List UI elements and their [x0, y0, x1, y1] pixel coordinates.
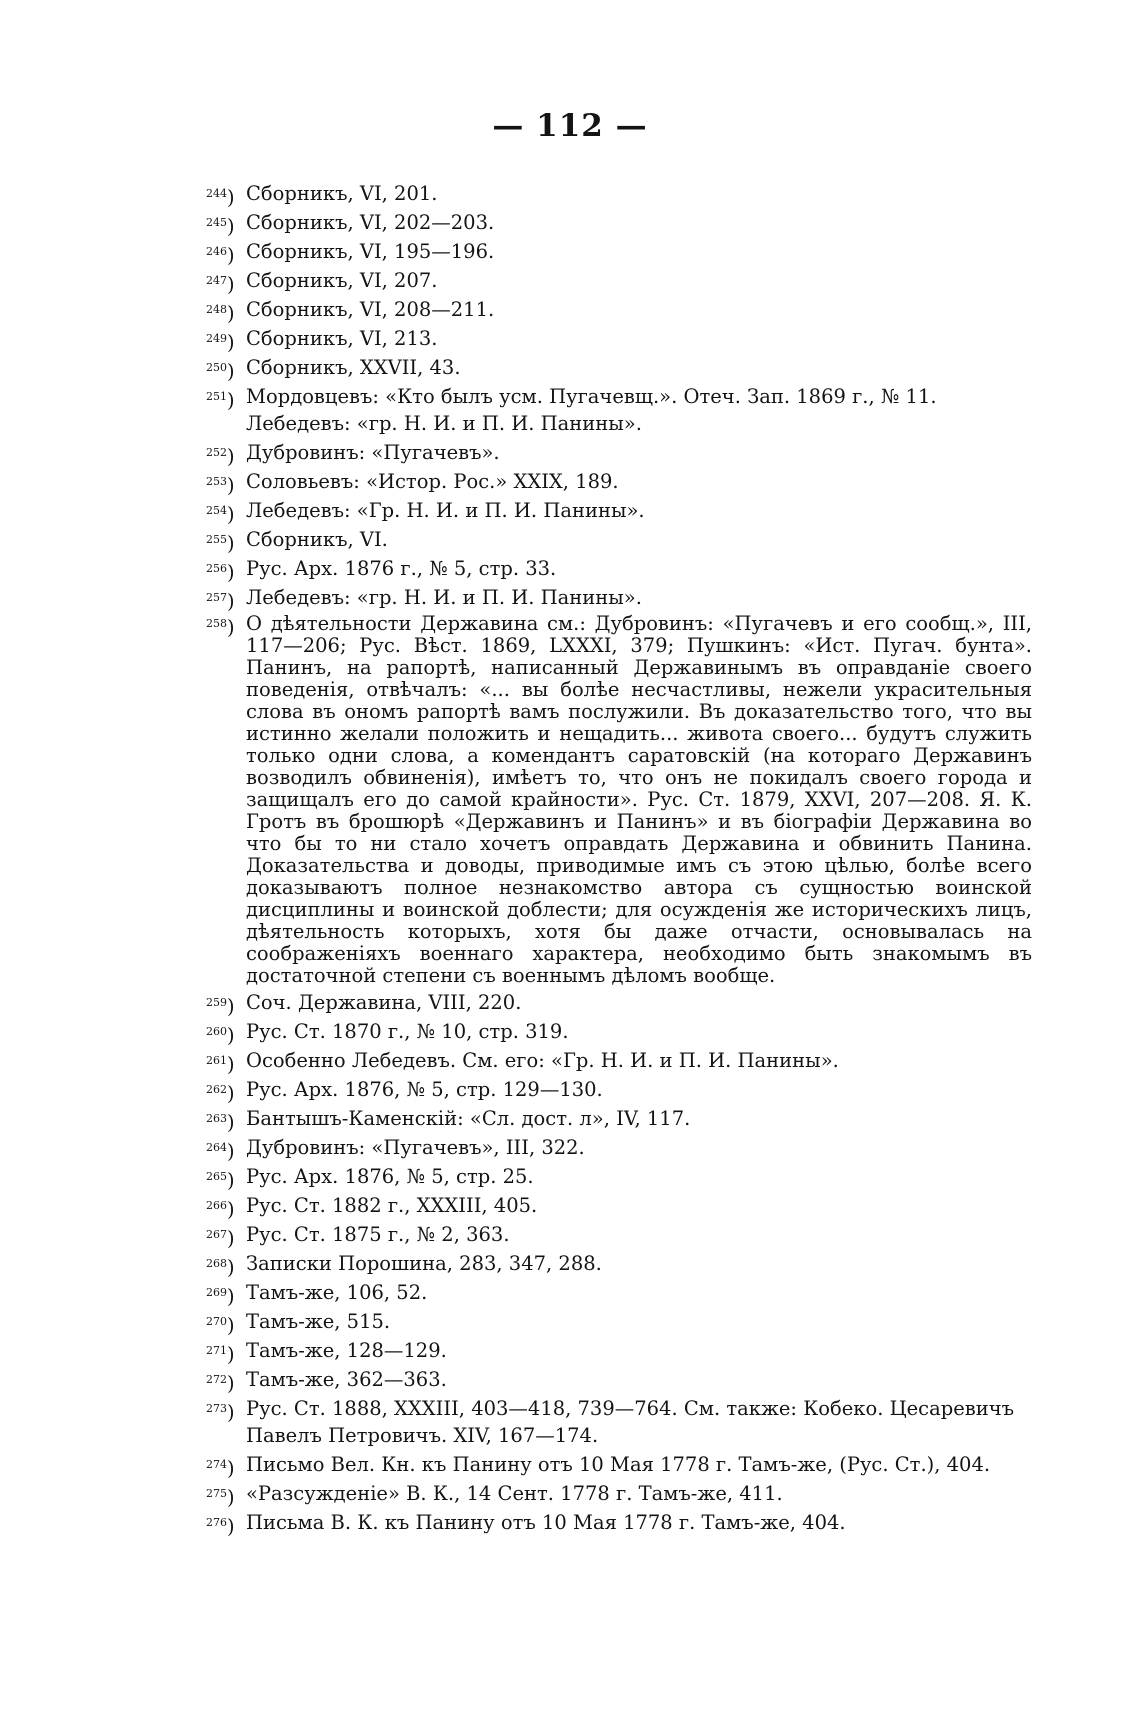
footnote — [206, 1047, 1032, 1074]
footnote — [206, 584, 1032, 611]
footnote-text: Сборникъ, VI, 208—211. — [246, 298, 495, 321]
footnote — [206, 497, 1032, 524]
footnote — [206, 180, 1032, 207]
footnote — [206, 1337, 1032, 1364]
footnote — [206, 1076, 1032, 1103]
footnote-text: Мордовцевъ: «Кто былъ усм. Пугачевщ.». Отеч. Зап. 1869 г., № 11. Лебедевъ: «гр. Н. И. и П. И. Панины». — [246, 385, 943, 435]
footnote — [206, 296, 1032, 323]
footnote-text: Рус. Ст. 1882 г., XXXIII, 405. — [246, 1194, 538, 1217]
footnote-number: $^{264}$) — [206, 1140, 235, 1163]
footnote — [206, 267, 1032, 294]
footnote — [206, 1018, 1032, 1045]
footnote-number: $^{276}$) — [206, 1515, 235, 1538]
footnote-text: Сборникъ, VI. — [246, 528, 388, 551]
footnote-text: Тамъ-же, 515. — [246, 1310, 391, 1333]
footnote-number: $^{248}$) — [206, 302, 235, 325]
footnote-number: $^{272}$) — [206, 1372, 235, 1395]
footnote — [206, 555, 1032, 582]
footnote-number: $^{246}$) — [206, 244, 235, 267]
footnote-text: Рус. Арх. 1876, № 5, стр. 25. — [246, 1165, 534, 1188]
footnote-text: Соч. Державина, VIII, 220. — [246, 991, 522, 1014]
footnote — [206, 1366, 1032, 1393]
footnote-text: Рус. Ст. 1875 г., № 2, 363. — [246, 1223, 510, 1246]
footnote-text: Рус. Арх. 1876, № 5, стр. 129—130. — [246, 1078, 603, 1101]
footnote — [206, 1308, 1032, 1335]
footnote-number: $^{249}$) — [206, 331, 235, 354]
footnote — [206, 1250, 1032, 1277]
footnote-text: Письмо Вел. Кн. къ Панину отъ 10 Мая 1778 г. Тамъ-же, (Рус. Ст.), 404. — [246, 1453, 991, 1476]
footnote-text: Сборникъ, XXVII, 43. — [246, 356, 461, 379]
footnote-text: «Разсужденіе» В. К., 14 Сент. 1778 г. Тамъ-же, 411. — [246, 1482, 783, 1505]
footnote-number: $^{244}$) — [206, 186, 235, 209]
footnote-number: $^{267}$) — [206, 1227, 235, 1250]
footnote-text: Рус. Ст. 1888, XXXIII, 403—418, 739—764. См. также: Кобеко. Цесаревичъ Павелъ Петровичъ. XIV, 167—174. — [246, 1397, 1021, 1447]
footnote-number: $^{266}$) — [206, 1198, 235, 1221]
footnote-number: $^{250}$) — [206, 360, 235, 383]
footnote-text: Дубровинъ: «Пугачевъ», III, 322. — [246, 1136, 585, 1159]
footnote-number: $^{265}$) — [206, 1169, 235, 1192]
footnote — [206, 325, 1032, 352]
footnote — [206, 468, 1032, 495]
footnote-text: Записки Порошина, 283, 347, 288. — [246, 1252, 602, 1275]
footnote — [206, 1163, 1032, 1190]
footnote-number: $^{252}$) — [206, 445, 235, 468]
footnote-text: Тамъ-же, 128—129. — [246, 1339, 447, 1362]
footnote-number: $^{268}$) — [206, 1256, 235, 1279]
footnote-number: $^{247}$) — [206, 273, 235, 296]
footnote — [206, 439, 1032, 466]
footnote-number: $^{259}$) — [206, 995, 235, 1018]
footnote — [206, 989, 1032, 1016]
footnote-number: $^{253}$) — [206, 474, 235, 497]
footnote-number: $^{258}$) — [206, 616, 235, 639]
footnote-text: Тамъ-же, 362—363. — [246, 1368, 447, 1391]
footnote — [206, 1480, 1032, 1507]
footnote-text: Лебедевъ: «гр. Н. И. и П. И. Панины». — [246, 586, 642, 609]
footnotes-list — [206, 180, 1039, 1538]
footnote-text: Особенно Лебедевъ. См. его: «Гр. Н. И. и П. И. Панины». — [246, 1049, 839, 1072]
footnote-number: $^{261}$) — [206, 1053, 235, 1076]
footnote-number: $^{256}$) — [206, 561, 235, 584]
footnote-number: $^{263}$) — [206, 1111, 235, 1134]
footnote-text: Сборникъ, VI, 195—196. — [246, 240, 495, 263]
footnote-number: $^{255}$) — [206, 532, 235, 555]
footnote — [206, 1395, 1032, 1449]
footnote-text: Соловьевъ: «Истор. Рос.» XXIX, 189. — [246, 470, 619, 493]
footnote-text: Рус. Арх. 1876 г., № 5, стр. 33. — [246, 557, 557, 580]
footnote — [206, 1105, 1032, 1132]
footnote-number: $^{262}$) — [206, 1082, 235, 1105]
footnote-number: $^{271}$) — [206, 1343, 235, 1366]
footnote — [206, 612, 1039, 987]
footnote-text: Лебедевъ: «Гр. Н. И. и П. И. Панины». — [246, 499, 645, 522]
page-number: — 112 — — [492, 108, 648, 144]
footnote — [206, 1221, 1032, 1248]
footnote-text: Сборникъ, VI, 213. — [246, 327, 438, 350]
footnote-text: Тамъ-же, 106, 52. — [246, 1281, 428, 1304]
footnote — [206, 1192, 1032, 1219]
footnote — [206, 209, 1032, 236]
footnote-number: $^{254}$) — [206, 503, 235, 526]
footnote-text: Сборникъ, VI, 202—203. — [246, 211, 495, 234]
footnote-text: Сборникъ, VI, 201. — [246, 182, 438, 205]
footnote — [206, 354, 1032, 381]
footnote-number: $^{275}$) — [206, 1486, 235, 1509]
footnote-text: О дѣятельности Державина см.: Дубровинъ: «Пугачевъ и его сообщ.», III, 117—206; Рус. Вѣст. 1869, LXXXI, 379; Пушкинъ: «Ист. Пугач. бунта». Панинъ, на рапортѣ, написанный Державинымъ въ оправданіе своего поведенія, отвѣчалъ: «... вы болѣе несчастливы, нежели украсительныя слова въ ономъ рапортѣ вамъ послужили. Въ доказательство того, что вы истинно желали положить и нещадить... живота своего... будутъ служить только одни слова, а комендантъ саратовскій (на котораго Державинъ возводилъ обвиненія), имѣетъ то, что онъ не покидалъ своего города и защищалъ его до самой крайности». Рус. Ст. 1879, XXVI, 207—208. Я. К. Гротъ въ брошюрѣ «Державинъ и Панинъ» и въ біографіи Державина во что бы то ни стало хочетъ оправдать Державина и обвинить Панина. Доказательства и доводы, приводимые имъ съ этою цѣлью, болѣе всего доказываютъ полное незнакомство автора съ сущностью воинской дисциплины и воинской доблести; для осужденія же историческихъ лицъ, дѣятельность которыхъ, хотя бы даже отчасти, основывалась на соображеніяхъ военнаго характера, необходимо быть знакомымъ въ достаточной степени съ военнымъ дѣломъ вообще. — [246, 612, 1039, 987]
footnote — [206, 1279, 1032, 1306]
footnote-number: $^{273}$) — [206, 1401, 235, 1424]
footnote-number: $^{274}$) — [206, 1457, 235, 1480]
footnote — [206, 526, 1032, 553]
footnote-text: Дубровинъ: «Пугачевъ». — [246, 441, 500, 464]
footnote-text: Бантышъ-Каменскій: «Сл. дост. л», IV, 117. — [246, 1107, 691, 1130]
footnote — [206, 1134, 1032, 1161]
footnote-text: Сборникъ, VI, 207. — [246, 269, 438, 292]
footnote — [206, 383, 1032, 437]
footnote-text: Рус. Ст. 1870 г., № 10, стр. 319. — [246, 1020, 569, 1043]
footnote — [206, 1509, 1032, 1536]
footnote-text: Письма В. К. къ Панину отъ 10 Мая 1778 г. Тамъ-же, 404. — [246, 1511, 846, 1534]
footnote-number: $^{270}$) — [206, 1314, 235, 1337]
footnote-number: $^{257}$) — [206, 590, 235, 613]
footnote — [206, 238, 1032, 265]
footnote-number: $^{260}$) — [206, 1024, 235, 1047]
footnote-number: $^{251}$) — [206, 389, 235, 412]
footnote-number: $^{269}$) — [206, 1285, 235, 1308]
footnote-number: $^{245}$) — [206, 215, 235, 238]
footnote — [206, 1451, 1032, 1478]
